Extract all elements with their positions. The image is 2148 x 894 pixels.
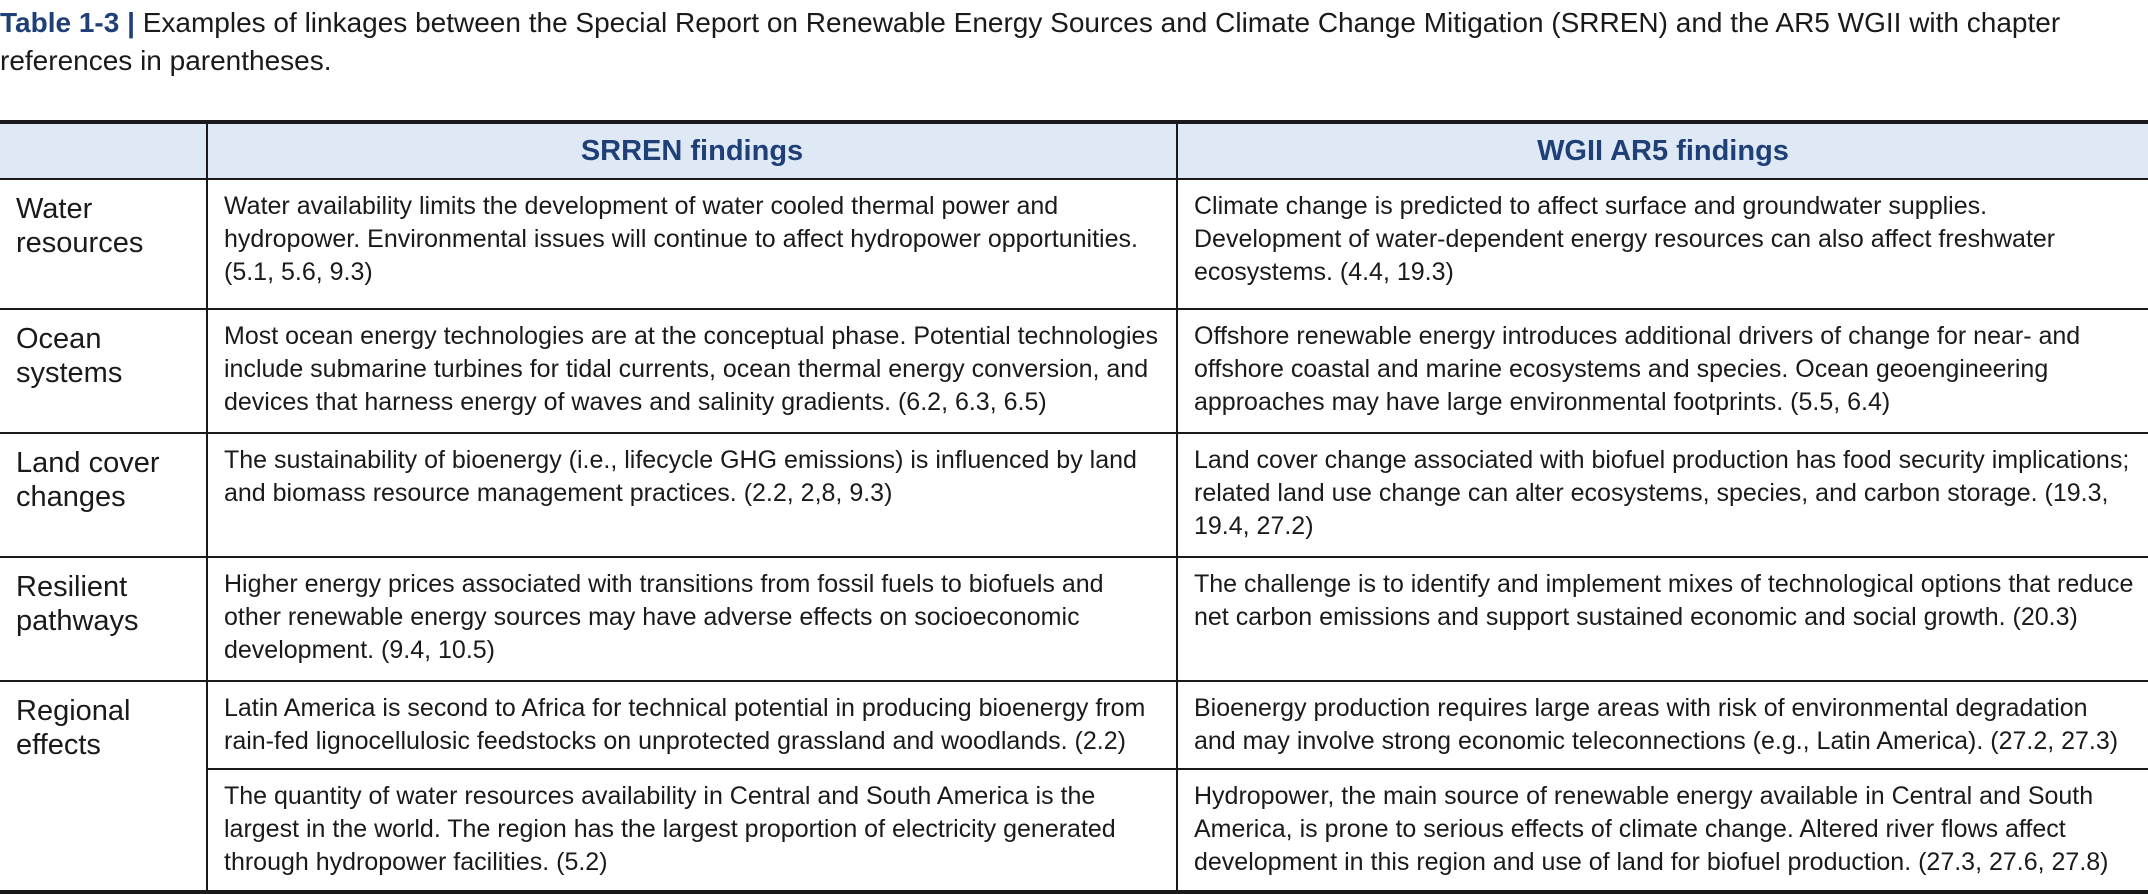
table-row bbox=[0, 769, 2148, 892]
table-row bbox=[0, 309, 2148, 433]
srren-cell: Latin America is second to Africa for technical potential in producing bioenergy from rain-fed lignocellulosic feedstocks on unprotected grassland and woodlands. (2.2) bbox=[207, 681, 1177, 769]
row-topic: Ocean systems bbox=[0, 309, 207, 433]
header-corner bbox=[0, 122, 207, 179]
srren-cell: The sustainability of bioenergy (i.e., lifecycle GHG emissions) is influenced by land and biomass resource management practices. (2.2, 2,8, 9.3) bbox=[207, 433, 1177, 557]
caption-text: Examples of linkages between the Special Report on Renewable Energy Sources and Climate Change Mitigation (SRREN) and the AR5 WGII with chapter references in parentheses. bbox=[0, 7, 2061, 76]
srren-cell: Higher energy prices associated with transitions from fossil fuels to biofuels and other renewable energy sources may have adverse effects on socioeconomic development. (9.4, 10.5) bbox=[207, 557, 1177, 681]
table-row bbox=[0, 179, 2148, 309]
srren-cell: Water availability limits the development of water cooled thermal power and hydropower. Environmental issues will continue to affect hydropower opportunities. (5.1, 5.6, 9.3) bbox=[207, 179, 1177, 309]
caption-separator: | bbox=[127, 7, 135, 38]
table-header-row bbox=[0, 122, 2148, 179]
wgii-cell: Climate change is predicted to affect surface and groundwater supplies. Development of water-dependent energy resources can also affect freshwater ecosystems. (4.4, 19.3) bbox=[1177, 179, 2148, 309]
table-caption bbox=[0, 4, 2140, 80]
table-row bbox=[0, 433, 2148, 557]
wgii-cell: Offshore renewable energy introduces additional drivers of change for near- and offshore coastal and marine ecosystems and species. Ocean geoengineering approaches may have large environmental footprints. (5.5, 6.4) bbox=[1177, 309, 2148, 433]
srren-cell: The quantity of water resources availability in Central and South America is the largest in the world. The region has the largest proportion of electricity generated through hydropower facilities. (5.2) bbox=[207, 769, 1177, 892]
wgii-cell: Bioenergy production requires large areas with risk of environmental degradation and may involve strong economic teleconnections (e.g., Latin America). (27.2, 27.3) bbox=[1177, 681, 2148, 769]
wgii-cell: The challenge is to identify and implement mixes of technological options that reduce net carbon emissions and support sustained economic and social growth. (20.3) bbox=[1177, 557, 2148, 681]
srren-cell: Most ocean energy technologies are at the conceptual phase. Potential technologies include submarine turbines for tidal currents, ocean thermal energy conversion, and devices that harness energy of waves and salinity gradients. (6.2, 6.3, 6.5) bbox=[207, 309, 1177, 433]
row-topic: Resilient pathways bbox=[0, 557, 207, 681]
row-topic: Regional effects bbox=[16, 695, 131, 761]
row-topic: Land cover changes bbox=[0, 433, 207, 557]
table-id: Table 1-3 | bbox=[0, 7, 135, 38]
header-wgii: WGII AR5 findings bbox=[1177, 122, 2148, 179]
row-topic: Water resources bbox=[0, 179, 207, 309]
wgii-cell: Hydropower, the main source of renewable energy available in Central and South America, is prone to serious effects of climate change. Altered river flows affect development in this region and use of land for biofuel production. (27.3, 27.6, 27.8) bbox=[1177, 769, 2148, 892]
table-row bbox=[0, 681, 2148, 769]
table-row bbox=[0, 557, 2148, 681]
wgii-cell: Land cover change associated with biofuel production has food security implications; related land use change can alter ecosystems, species, and carbon storage. (19.3, 19.4, 27.2) bbox=[1177, 433, 2148, 557]
header-srren: SRREN findings bbox=[207, 122, 1177, 179]
linkages-table bbox=[0, 120, 2148, 894]
